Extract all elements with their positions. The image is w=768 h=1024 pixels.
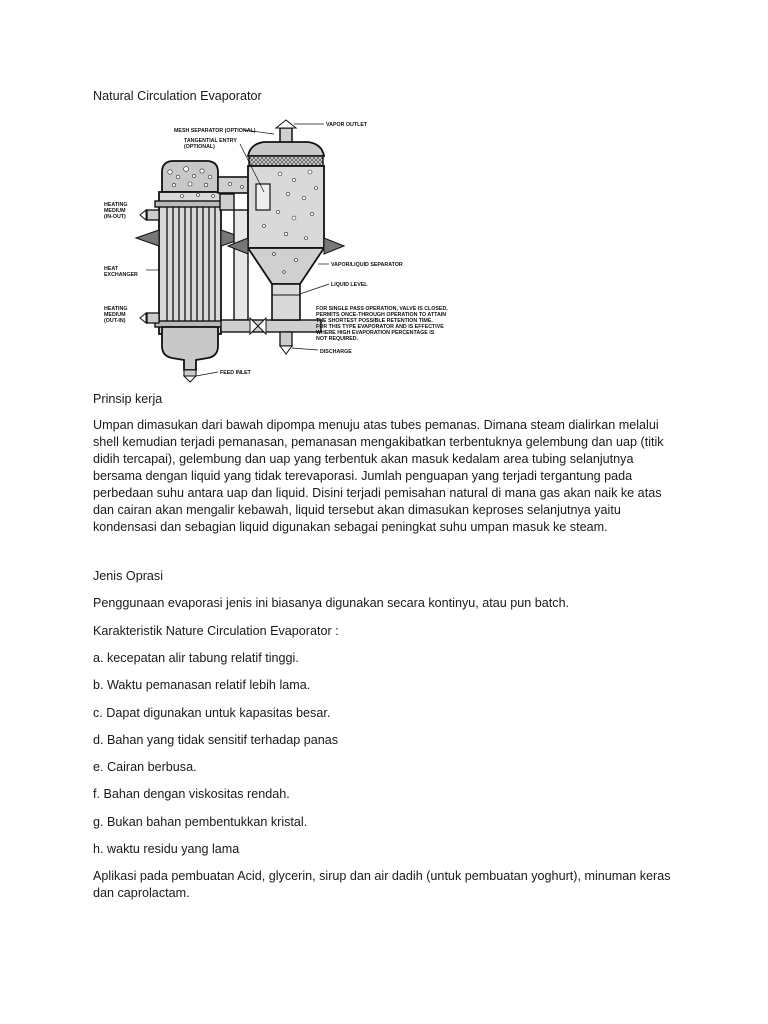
label-note-line-3: THE SHORTEST POSSIBLE RETENTION TIME. xyxy=(316,318,433,324)
principle-paragraph: Umpan dimasukan dari bawah dipompa menuju atas tubes pemanas. Dimana steam dialirkan melalui shell kemudian terjadi pemanasan, pemanasan mengakibatkan terbentuknya gelembung dan uap (titik didih tercapai), gelembung dan uap yang terbentuk akan masuk kedalam area tubing selanjutnya bersama dengan liquid yang tidak terevaporasi. Jumlah penguapan yang terjadi tergantung pada perbedaan suhu antara uap dan liquid. Disini terjadi pemisahan natural di mana gas akan naik ke atas dan cairan akan mengalir kebawah, liquid tersebut akan dimasukan keproses selanjutnya yaitu kondensasi dan sebagian liquid digunakan sebagai peningkat suhu umpan masuk ke steam. xyxy=(93,418,664,534)
characteristic-item: f. Bahan dengan viskositas rendah. xyxy=(93,787,290,801)
operation-paragraph: Penggunaan evaporasi jenis ini biasanya digunakan secara kontinyu, atau pun batch. xyxy=(93,596,570,610)
characteristic-item: h. waktu residu yang lama xyxy=(93,842,240,856)
characteristic-item: a. kecepatan alir tabung relatif tinggi. xyxy=(93,651,299,665)
label-vapor-liquid-separator: VAPOR/LIQUID SEPARATOR xyxy=(331,262,403,268)
application-paragraph: Aplikasi pada pembuatan Acid, glycerin, sirup dan air dadih (untuk pembuatan yoghurt), minuman keras dan caprolactam. xyxy=(93,869,671,900)
label-heating-medium-in-3: (IN-OUT) xyxy=(104,214,126,220)
label-tangential-entry-1: TANGENTIAL ENTRY xyxy=(184,138,237,144)
label-note-line-5: WHERE HIGH EVAPORATION PERCENTAGE IS xyxy=(316,330,435,336)
characteristic-item: d. Bahan yang tidak sensitif terhadap panas xyxy=(93,733,339,747)
label-heating-medium-out-3: (OUT-IN) xyxy=(104,318,126,324)
document-title: Natural Circulation Evaporator xyxy=(93,89,262,103)
heat-exchanger xyxy=(140,161,225,370)
label-heat-exchanger-2: EXCHANGER xyxy=(104,272,138,278)
label-note-line-2: PERMITS ONCE-THROUGH OPERATION TO ATTAIN xyxy=(316,312,447,318)
vapor-liquid-separator xyxy=(248,120,324,354)
label-mesh-separator: MESH SEPARATOR (OPTIONAL) xyxy=(174,128,256,134)
label-tangential-entry-2: (OPTIONAL) xyxy=(184,144,215,150)
label-vapor-outlet: VAPOR OUTLET xyxy=(326,122,368,128)
label-note-line-4: FOR THIS TYPE EVAPORATOR AND IS EFFECTIVE xyxy=(316,324,444,330)
characteristic-item: e. Cairan berbusa. xyxy=(93,760,197,774)
characteristic-item: c. Dapat digunakan untuk kapasitas besar. xyxy=(93,706,331,720)
label-heating-medium-out-2: MEDIUM xyxy=(104,312,126,318)
characteristics-heading: Karakteristik Nature Circulation Evaporator : xyxy=(93,624,339,638)
evaporator-svg xyxy=(104,114,464,384)
evaporator-diagram xyxy=(104,114,464,384)
label-feed-inlet: FEED INLET xyxy=(220,370,251,376)
operation-heading: Jenis Oprasi xyxy=(93,569,163,583)
characteristic-item: g. Bukan bahan pembentukkan kristal. xyxy=(93,815,308,829)
label-liquid-level: LIQUID LEVEL xyxy=(331,282,368,288)
label-discharge: DISCHARGE xyxy=(320,349,352,355)
label-heating-medium-in-1: HEATING xyxy=(104,202,128,208)
label-note-line-6: NOT REQUIRED. xyxy=(316,336,359,342)
label-heating-medium-out-1: HEATING xyxy=(104,306,128,312)
label-heat-exchanger-1: HEAT xyxy=(104,266,119,272)
principle-heading: Prinsip kerja xyxy=(93,392,163,406)
label-note-line-1: FOR SINGLE PASS OPERATION, VALVE IS CLOSED, xyxy=(316,306,448,312)
label-heating-medium-in-2: MEDIUM xyxy=(104,208,126,214)
characteristic-item: b. Waktu pemanasan relatif lebih lama. xyxy=(93,678,311,692)
